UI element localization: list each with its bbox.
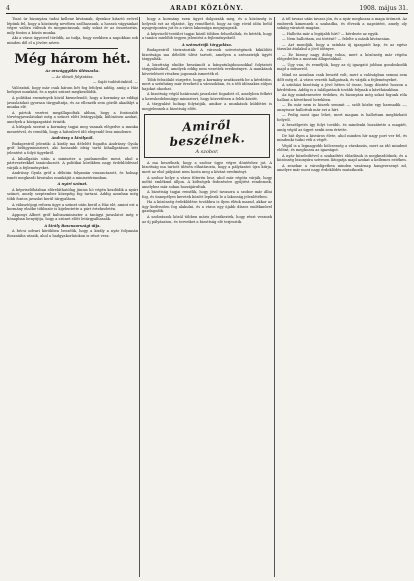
section-heading: Az országgyűlés ülésszaka.: [45, 69, 100, 74]
article-title: Még három hét.: [14, 52, 131, 68]
feature-subtitle: A szobor.: [195, 149, 219, 156]
section-heading: A király Bosznaországi útja.: [44, 223, 101, 228]
article-paragraph: Végül is a legnagyobb bölcsesség a várakozás, mert az idő mindent eldönt, és meghozza az igazságot.: [277, 143, 407, 153]
feature-paragraph: A ma beszélnek, hogy a szobor ügye végre döntéshez jut. A bizottság ma tartott ülésén elhatározta, hogy a pályázatot újra kiírja, mert az első pályázat nem hozta meg a kívánt eredményt.: [142, 160, 272, 175]
dialogue-line: — Nem hallottam, mi történt? — felelte a másik kíváncsian.: [282, 37, 391, 42]
feature-paragraph: A szobor helye a város főterén lesz, ahol már régóta várják, hogy méltó emlékmű álljon. A költségek fedezésére gyűjtést rendeznek, amelyhez már sokan hozzájárultak.: [142, 175, 272, 189]
page-number: 4: [6, 5, 10, 12]
article-paragraph: A politikai események közül kiemelendő, hogy a kormány az eddigi javaslatokat gyorsan tárgyaltatja, és az ellenzék sem gördít akadályt a munka elé.: [7, 96, 138, 110]
article-paragraph: Budapestről jelentik: A király ma délelőtt fogadta Andrássy Gyula gróf belügyminisztert, aki hosszabb ideig tartó kihallgatáson tett jelentést a folyó ügyekről.: [7, 141, 138, 156]
column-2: [142, 17, 272, 577]
feature-paragraph: A bizottság tagjai remélik, hogy jövő tavaszra a szobor már állni fog, és ünnepélyes keretek között leplezik le a lakosság jelenlétében.: [142, 190, 272, 199]
article-paragraph: Mind ez azonban csak beszéd volt, mert a valóságban semmi sem dőlt még el. A város vezetői hallgatnak, és várják a fejleményeket.: [277, 73, 407, 82]
article-paragraph: A pártok vezérei megállapodtak abban, hogy a fontosabb törvényjavaslatokat még a szünet előtt letárgyalják, különösen azokat, amelyek a közigazgatást érintik.: [7, 110, 138, 124]
dialogue-line: — Ez bizony nagy dolog volna, mert a közönség már régóta elégedetlen a mostani állapotokkal.: [277, 52, 407, 62]
section-subheading: — Az ülések folytatása.: [51, 74, 94, 79]
feature-title-box: [144, 114, 270, 158]
section-heading: Andrássy a királynál.: [51, 136, 94, 141]
article-paragraph: Az ügy mindenesetre érdekes, és bizonyára még sokat fogunk róla hallani a következő hetekben.: [277, 93, 407, 102]
feature-paragraph: Ha a közönség érdeklődése továbbra is ilyen élénk marad, akkor az ügy kedvezően fog alakulni, és a város egy újabb díszes emlékművel gazdagodik.: [142, 200, 272, 214]
article-paragraph: A beszélgetés így folyt tovább, és mindenki hozzátette a magáét, amíg végül az ügyet senki sem értette.: [277, 123, 407, 133]
article-paragraph: A zenekar a városligetben minden vasárnap hangversenyt ad, amelyre már most nagy érdeklődés mutatkozik.: [277, 163, 407, 173]
column-3: [277, 17, 407, 577]
intro-paragraph: Tiszó úr bizonyára tudni kellene kívánnak, ilyenkor kitartó erővel lépünk fel, hogy a közönség nevében szólhassunk, a hosszú vágyainkat végre valóra váltsuk és megmutassuk, mily sokat ér az összetartás, mily fontos a közös munka.: [7, 17, 138, 35]
section-heading: A szénsztrájk tárgyalása.: [181, 42, 233, 47]
section-divider: [27, 48, 118, 49]
dialogue-line: — Úgy van, és reméljük, hogy az új igazgató jobban gondoskodik majd a műsorról.: [277, 62, 407, 72]
article-paragraph: A hírlapok szerint a kormány tagjai meg vannak elégedve a munka menetével, és remélik, hogy a hátralevő idő elegendő lesz mindenre.: [7, 125, 138, 134]
intro-paragraph: Aki a város ügyeivel törődik, az tudja, hogy ezekben a napokban sok minden dől el a jövőre nézve.: [7, 36, 138, 45]
article-paragraph: A bizottság elnöke beszámolt a bányatulajdonosokkal folytatott tárgyalásokról, amelyek eddig nem vezettek eredményre. A munkások követeléseit részben jogosnak ismerték el.: [142, 62, 272, 77]
column-rule: [139, 17, 140, 577]
column-rule: [274, 17, 275, 577]
article-paragraph: Andrássy Gyula gróf a délután folyamán visszautazott, és holnap ismét megkezdi hivatalos munkáját a minisztériumban.: [7, 171, 138, 180]
intro-paragraph: A tél tavasz után tavasz jön, és a nyár meghozza a maga örömeit. Az emberek kimennek a szabadba, és élvezik a napsütést, amely oly sokáig váratott magára.: [277, 17, 407, 31]
article-paragraph: A kihallgatás után a miniszter a parlamentbe ment, ahol a pártvezérekkel tanácskozott. A politikai körökben nagy érdeklődéssel várják a fejleményeket.: [7, 156, 138, 170]
dialogue-line: — Én már nem is hiszek semmit — szólt közbe egy harmadik —, annyiszor hallottuk már ezt a hírt.: [277, 103, 407, 112]
paper-title: ARADI KÖZLÖNY.: [170, 5, 244, 12]
article-paragraph: Valószínű, hogy már csak három hét fog lefolyni addig, amíg a Ház befejezi munkáit, és a nyári szünet megkezdődik.: [7, 85, 138, 95]
article-paragraph: A tárgyalást holnap folytatják, amikor a munkások küldöttei is megjelennek a bizottság előtt.: [142, 102, 272, 111]
feature-paragraph: A szobrászok közül többen máris jelentkeztek, hogy részt vesznek az új pályázaton, és terveiket a bizottság elé terjesztik.: [142, 214, 272, 224]
article-paragraph: A bizottság végül határozati javaslatot fogadott el, amelyben felkéri a kereskedelemügyi minisztert, hogy közvetítsen a felek között.: [142, 92, 272, 101]
issue-date: 1908. május 31.: [359, 5, 408, 12]
article-paragraph: A képviselőházban előreláthatólag június hó végén kezdődik a nyári szünet, amely szeptember közepéig fog tartani. Addig azonban még több fontos javaslat kerül tárgyalásra.: [7, 187, 138, 201]
intro-paragraph: A képviselő-testület tagjai közül többen felszólaltak, és kérték, hogy a tanács mielőbb tegyen jelentést a fejleményekről.: [142, 31, 272, 41]
dialogue-line: — Pedig most igaz lehet, mert magam is hallottam megbízható helyről.: [277, 113, 407, 122]
dialogue-line: — Azt mondják, hogy a színház új igazgatót kap, és az egész társulat átalakul a jövő idényre.: [277, 42, 407, 52]
byline: — Saját tudósítónktól. —: [92, 80, 138, 85]
header-rule: [6, 13, 408, 14]
dialogue-line: — Hallotta már a legújabb hírt? — kérdezte az egyik.: [282, 31, 379, 36]
article-paragraph: De hát ilyen a kisváros élete, ahol minden hír nagy port ver fel, és mindenki tudni véli a végét.: [277, 133, 407, 143]
section-heading: A nyári szünet.: [57, 182, 88, 187]
column-1: [7, 17, 138, 577]
feature-title: Amiről beszélnek.: [169, 118, 246, 150]
article-paragraph: Budapestről táviratozták: A városok szövetségének kiküldött bizottsága ma délelőtt ülést tartott, amelyen a szénsztrájk ügyét tárgyalták.: [142, 48, 272, 62]
article-paragraph: Apponyi Albert gróf kultuszminiszter a tanügyi javaslatot még e hónapban benyújtja, hogy a szünet előtt letárgyalhassák.: [7, 212, 138, 222]
article-paragraph: A színházi bizottság a jövő héten ül össze, hogy döntést hozzon a kérdésben. Addig is a találgatások tovább folynak a kávéházakban.: [277, 83, 407, 92]
article-paragraph: A bécsi udvari körökben beszélik, hogy a király a nyár folyamán Boszniába utazik, ahol a hadgyakorlatokon is részt vesz.: [7, 229, 138, 238]
intro-paragraph: hogy a kormány ezen ügyet dolgozzák meg, és a közönség is helyesli ezt az eljárást. Így remélhető, hogy az ügy rövid időn belül nyugvópontra jut és a város lakossága megnyugszik.: [142, 17, 272, 31]
article-paragraph: A nyár közeledtével a szabadtéri előadások is megkezdődnek, és a közönség bizonyára szívesen látogatja majd azokat a kellemes estéken.: [277, 153, 407, 163]
article-paragraph: A választójogi reform ügye a szünet után kerül a Ház elé, amint ezt a kormány elnöke többször is kijelentette a párt értekezletén.: [7, 202, 138, 212]
article-paragraph: Több felszólaló sürgette, hogy a kormány avatkozzék be a kérdésbe, mert a szénhiány már érezhető a városokban, és a téli időszakra súlyos bajokat okozhat.: [142, 77, 272, 91]
